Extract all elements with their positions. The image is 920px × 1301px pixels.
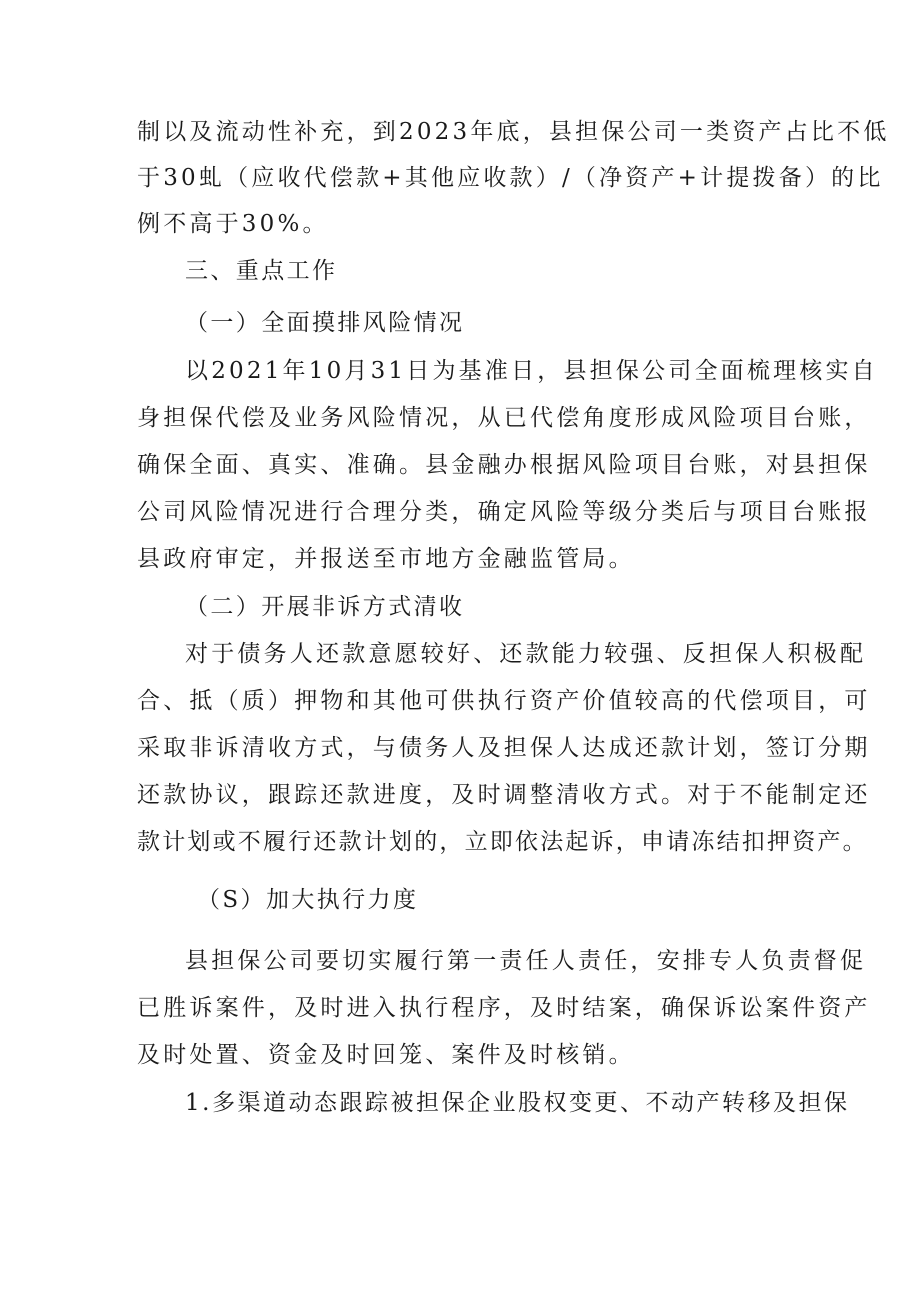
paragraph-line: 例不高于30%。	[137, 211, 329, 237]
paragraph-line: 合、抵（质）押物和其他可供执行资产价值较高的代偿项目，可	[137, 688, 871, 714]
paragraph-line: 采取非诉清收方式，与债务人及担保人达成还款计划，签订分期	[137, 735, 871, 761]
paragraph-line: 县政府审定，并报送至市地方金融监管局。	[137, 546, 635, 572]
paragraph-line: 对于债务人还款意愿较好、还款能力较强、反担保人积极配	[185, 641, 867, 667]
subsection-heading: （S）加大执行力度	[197, 887, 419, 913]
paragraph-line: 以2021年10月31日为基准日，县担保公司全面梳理核实自	[185, 358, 878, 384]
paragraph-line: 身担保代偿及业务风险情况，从已代偿角度形成风险项目台账，	[137, 405, 871, 431]
paragraph-line: 及时处置、资金及时回笼、案件及时核销。	[137, 1042, 635, 1068]
paragraph-line: 已胜诉案件，及时进入执行程序，及时结案，确保诉讼案件资产	[137, 995, 871, 1021]
paragraph-line: 还款协议，跟踪还款进度，及时调整清收方式。对于不能制定还	[137, 782, 871, 808]
paragraph-line: 于30虬（应收代偿款+其他应收款）/（净资产+计提拨备）的比	[137, 165, 884, 191]
section-heading: 三、重点工作	[185, 258, 338, 284]
subsection-heading: （一）全面摸排风险情况	[185, 310, 465, 336]
subsection-heading: （二）开展非诉方式清收	[185, 594, 465, 620]
paragraph-line: 制以及流动性补充，到2023年底，县担保公司一类资产占比不低	[137, 119, 890, 145]
list-item: 1.多渠道动态跟踪被担保企业股权变更、不动产转移及担保	[185, 1090, 850, 1116]
paragraph-line: 确保全面、真实、准确。县金融办根据风险项目台账，对县担保	[137, 452, 871, 478]
paragraph-line: 公司风险情况进行合理分类，确定风险等级分类后与项目台账报	[137, 499, 871, 525]
paragraph-line: 款计划或不履行还款计划的，立即依法起诉，申请冻结扣押资产。	[137, 829, 868, 855]
paragraph-line: 县担保公司要切实履行第一责任人责任，安排专人负责督促	[185, 948, 867, 974]
